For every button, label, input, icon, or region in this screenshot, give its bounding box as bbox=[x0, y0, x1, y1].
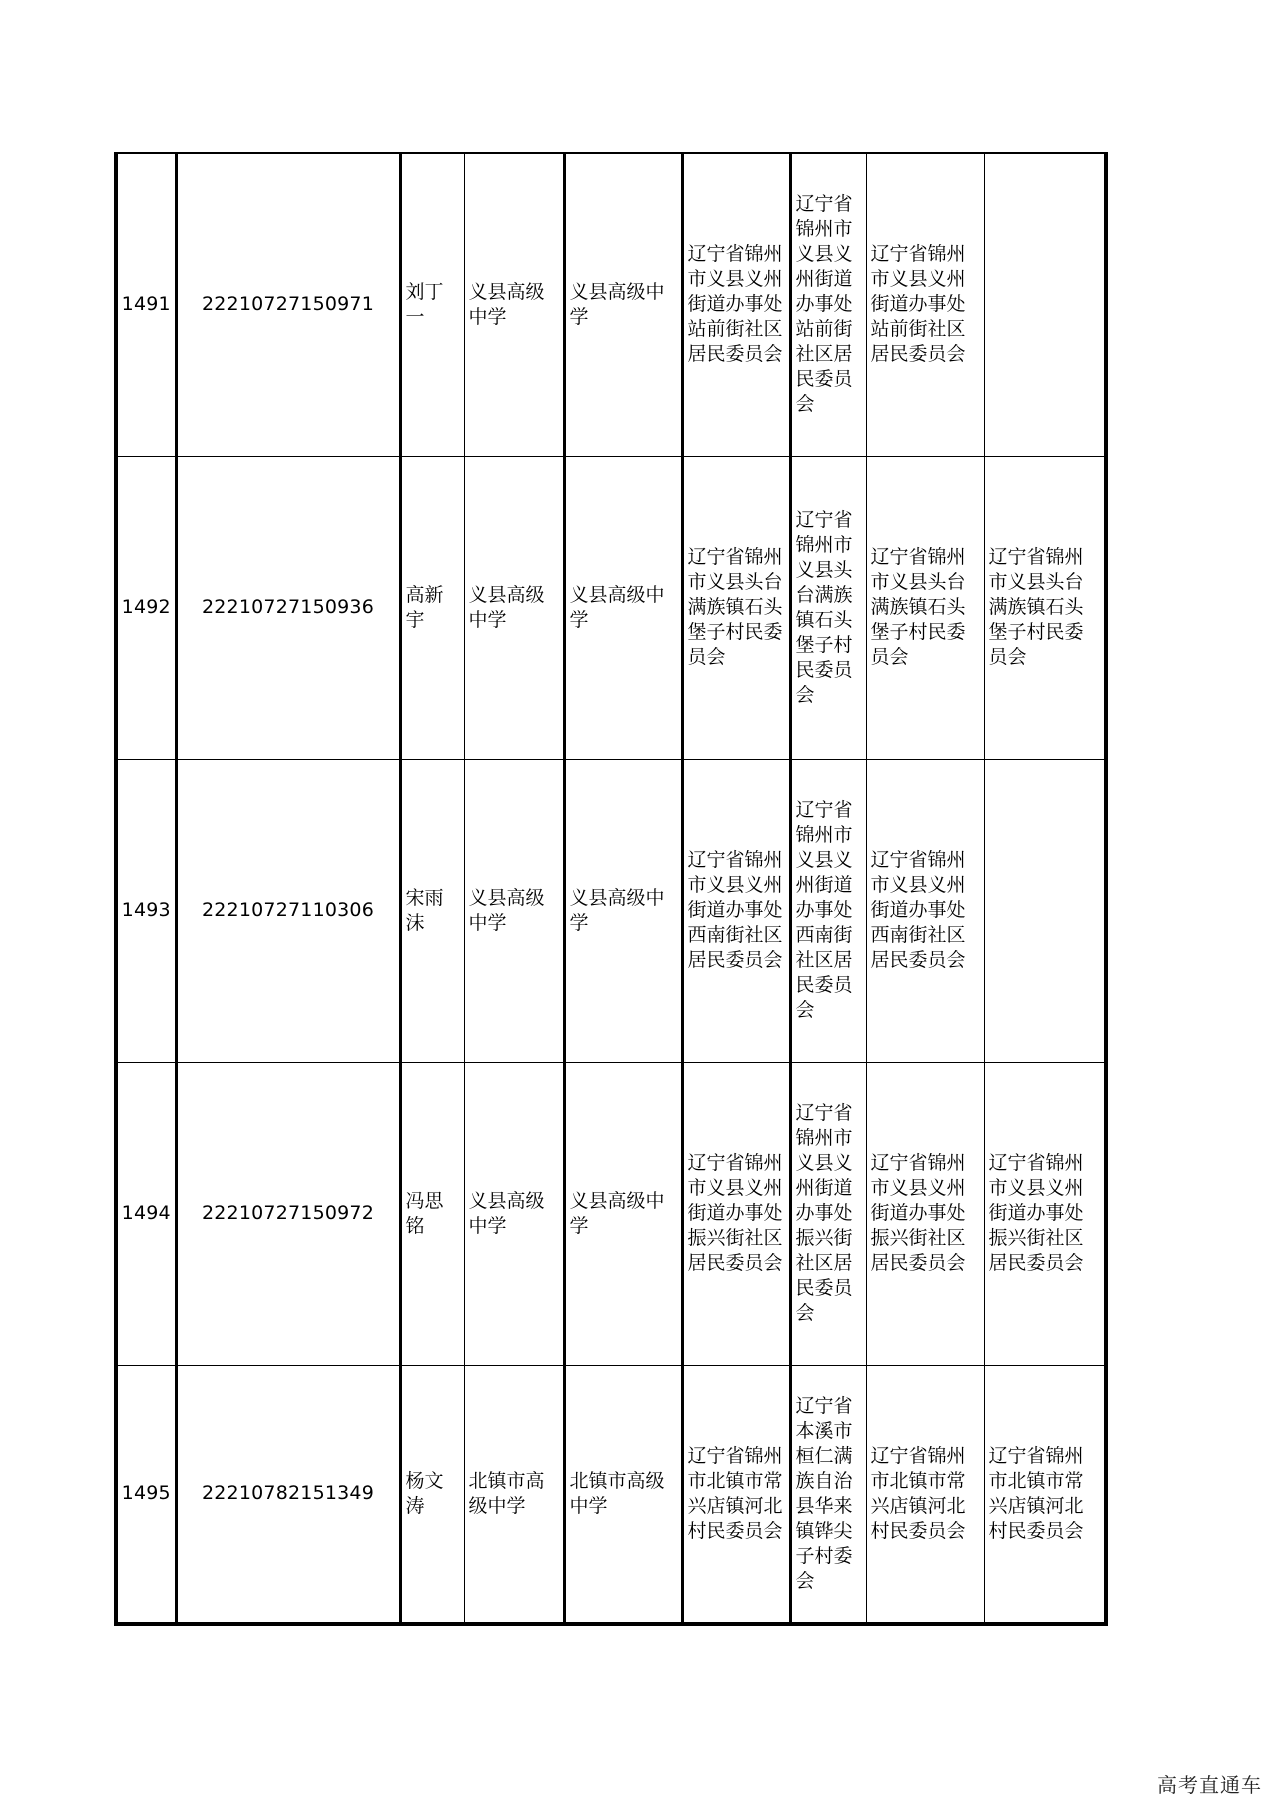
school-cell: 北镇市高级中学 bbox=[464, 1365, 564, 1624]
school-cell: 义县高级中学 bbox=[464, 456, 564, 759]
extra-address-cell: 辽宁省锦州市义县义州街道办事处振兴街社区居民委员会 bbox=[984, 1062, 1106, 1365]
seq-cell: 1495 bbox=[116, 1365, 176, 1624]
student-name-cell: 宋雨沫 bbox=[400, 759, 464, 1062]
extra-address-cell: 辽宁省锦州市义县头台满族镇石头堡子村民委员会 bbox=[984, 456, 1106, 759]
residence-address-cell: 辽宁省锦州市北镇市常兴店镇河北村民委员会 bbox=[866, 1365, 984, 1624]
seq-cell: 1491 bbox=[116, 153, 176, 456]
table-row bbox=[116, 1365, 1106, 1624]
exam-id-cell: 22210782151349 bbox=[176, 1365, 400, 1624]
extra-address-cell bbox=[984, 153, 1106, 456]
guardian-address-cell: 辽宁省锦州市义县义州街道办事处振兴街社区居民委员会 bbox=[790, 1062, 866, 1365]
residence-address-cell: 辽宁省锦州市义县义州街道办事处站前街社区居民委员会 bbox=[866, 153, 984, 456]
registered-school-cell: 义县高级中学 bbox=[564, 153, 682, 456]
guardian-address-cell: 辽宁省锦州市义县义州街道办事处西南街社区居民委员会 bbox=[790, 759, 866, 1062]
table-row bbox=[116, 153, 1106, 456]
table-row bbox=[116, 456, 1106, 759]
student-table bbox=[114, 152, 1108, 1626]
exam-id-cell: 22210727150971 bbox=[176, 153, 400, 456]
household-address-cell: 辽宁省锦州市义县义州街道办事处西南街社区居民委员会 bbox=[682, 759, 790, 1062]
school-cell: 义县高级中学 bbox=[464, 153, 564, 456]
guardian-address-cell: 辽宁省锦州市义县头台满族镇石头堡子村民委员会 bbox=[790, 456, 866, 759]
exam-id-cell: 22210727150972 bbox=[176, 1062, 400, 1365]
extra-address-cell bbox=[984, 759, 1106, 1062]
registered-school-cell: 义县高级中学 bbox=[564, 759, 682, 1062]
residence-address-cell: 辽宁省锦州市义县义州街道办事处西南街社区居民委员会 bbox=[866, 759, 984, 1062]
registered-school-cell: 义县高级中学 bbox=[564, 456, 682, 759]
household-address-cell: 辽宁省锦州市义县义州街道办事处振兴街社区居民委员会 bbox=[682, 1062, 790, 1365]
school-cell: 义县高级中学 bbox=[464, 1062, 564, 1365]
household-address-cell: 辽宁省锦州市北镇市常兴店镇河北村民委员会 bbox=[682, 1365, 790, 1624]
table-row bbox=[116, 1062, 1106, 1365]
student-name-cell: 杨文涛 bbox=[400, 1365, 464, 1624]
household-address-cell: 辽宁省锦州市义县头台满族镇石头堡子村民委员会 bbox=[682, 456, 790, 759]
student-name-cell: 冯思铭 bbox=[400, 1062, 464, 1365]
watermark-text: 高考直通车 bbox=[1157, 1773, 1262, 1797]
residence-address-cell: 辽宁省锦州市义县头台满族镇石头堡子村民委员会 bbox=[866, 456, 984, 759]
guardian-address-cell: 辽宁省本溪市桓仁满族自治县华来镇铧尖子村委会 bbox=[790, 1365, 866, 1624]
table-row bbox=[116, 759, 1106, 1062]
guardian-address-cell: 辽宁省锦州市义县义州街道办事处站前街社区居民委员会 bbox=[790, 153, 866, 456]
student-name-cell: 刘丁一 bbox=[400, 153, 464, 456]
exam-id-cell: 22210727110306 bbox=[176, 759, 400, 1062]
school-cell: 义县高级中学 bbox=[464, 759, 564, 1062]
registered-school-cell: 北镇市高级中学 bbox=[564, 1365, 682, 1624]
seq-cell: 1492 bbox=[116, 456, 176, 759]
residence-address-cell: 辽宁省锦州市义县义州街道办事处振兴街社区居民委员会 bbox=[866, 1062, 984, 1365]
seq-cell: 1493 bbox=[116, 759, 176, 1062]
extra-address-cell: 辽宁省锦州市北镇市常兴店镇河北村民委员会 bbox=[984, 1365, 1106, 1624]
seq-cell: 1494 bbox=[116, 1062, 176, 1365]
student-name-cell: 高新宇 bbox=[400, 456, 464, 759]
household-address-cell: 辽宁省锦州市义县义州街道办事处站前街社区居民委员会 bbox=[682, 153, 790, 456]
exam-id-cell: 22210727150936 bbox=[176, 456, 400, 759]
registered-school-cell: 义县高级中学 bbox=[564, 1062, 682, 1365]
